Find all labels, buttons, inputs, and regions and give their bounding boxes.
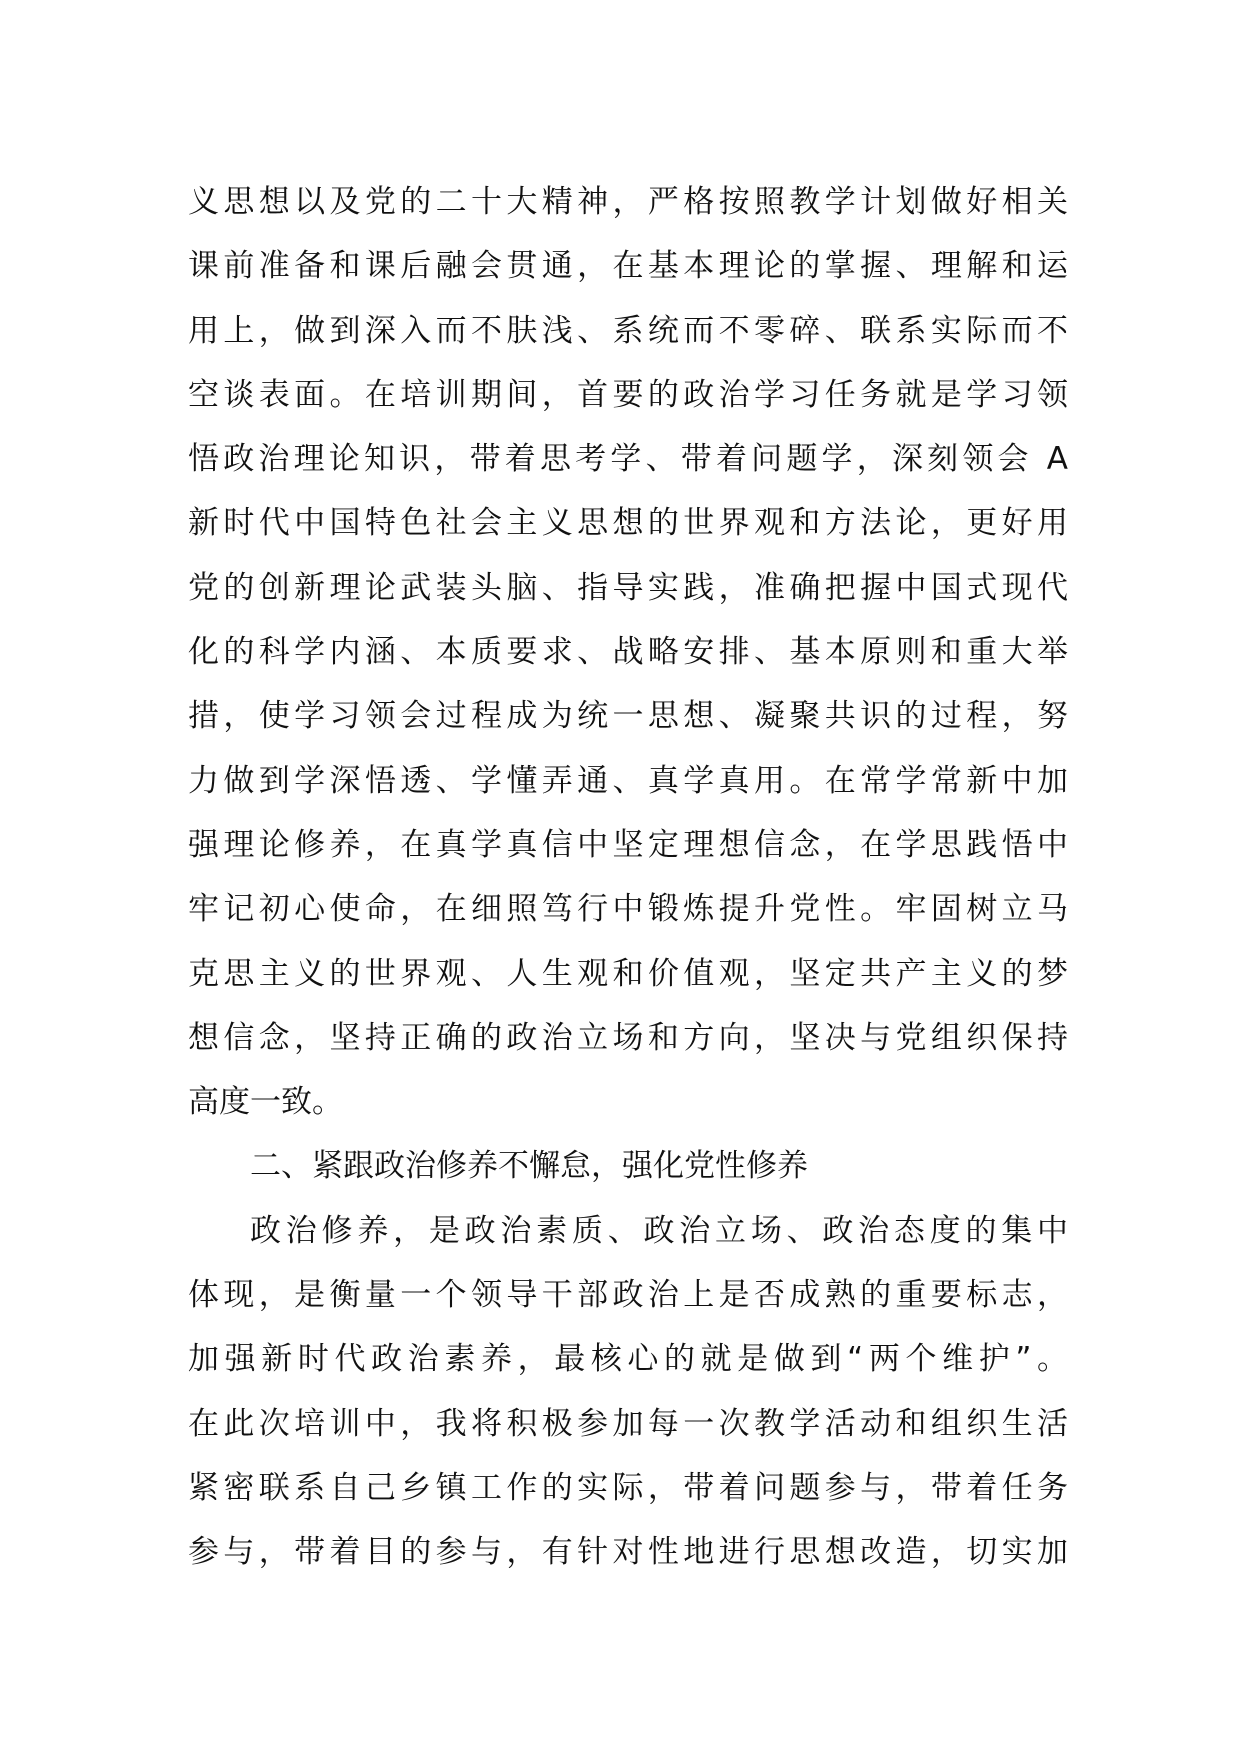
paragraph-first-line: 政治修养，是政治素质、政治立场、政治态度的集中 [250, 1212, 1068, 1249]
text-line: 悟政治理论知识，带着思考学、带着问题学，深刻领会 A [188, 441, 1068, 478]
paragraph-end-line: 高度一致。 [188, 1084, 343, 1121]
text-line: 加强新时代政治素养，最核心的就是做到“两个维护”。 [188, 1341, 1068, 1378]
text-line: 体现，是衡量一个领导干部政治上是否成熟的重要标志， [188, 1277, 1068, 1314]
section-heading: 二、紧跟政治修养不懈怠，强化党性修养 [250, 1148, 808, 1185]
text-line: 党的创新理论武装头脑、指导实践，准确把握中国式现代 [188, 569, 1068, 606]
text-line: 化的科学内涵、本质要求、战略安排、基本原则和重大举 [188, 634, 1068, 671]
text-line: 强理论修养，在真学真信中坚定理想信念，在学思践悟中 [188, 826, 1068, 863]
text-line: 在此次培训中，我将积极参加每一次教学活动和组织生活 [188, 1405, 1068, 1442]
text-line: 想信念，坚持正确的政治立场和方向，坚决与党组织保持 [188, 1019, 1068, 1056]
document-body [188, 170, 1068, 1585]
text-line: 参与，带着目的参与，有针对性地进行思想改造，切实加 [188, 1534, 1068, 1571]
text-line: 力做到学深悟透、学懂弄通、真学真用。在常学常新中加 [188, 762, 1068, 799]
text-line: 牢记初心使命，在细照笃行中锻炼提升党性。牢固树立马 [188, 891, 1068, 928]
text-line: 新时代中国特色社会主义思想的世界观和方法论，更好用 [188, 505, 1068, 542]
text-line: 用上，做到深入而不肤浅、系统而不零碎、联系实际而不 [188, 312, 1068, 349]
text-line: 课前准备和课后融会贯通，在基本理论的掌握、理解和运 [188, 248, 1068, 285]
text-line: 义思想以及党的二十大精神，严格按照教学计划做好相关 [188, 184, 1068, 220]
text-line: 空谈表面。在培训期间，首要的政治学习任务就是学习领 [188, 376, 1068, 413]
text-line: 紧密联系自己乡镇工作的实际，带着问题参与，带着任务 [188, 1469, 1068, 1506]
text-line: 措，使学习领会过程成为统一思想、凝聚共识的过程，努 [188, 698, 1068, 735]
text-line: 克思主义的世界观、人生观和价值观，坚定共产主义的梦 [188, 955, 1068, 992]
